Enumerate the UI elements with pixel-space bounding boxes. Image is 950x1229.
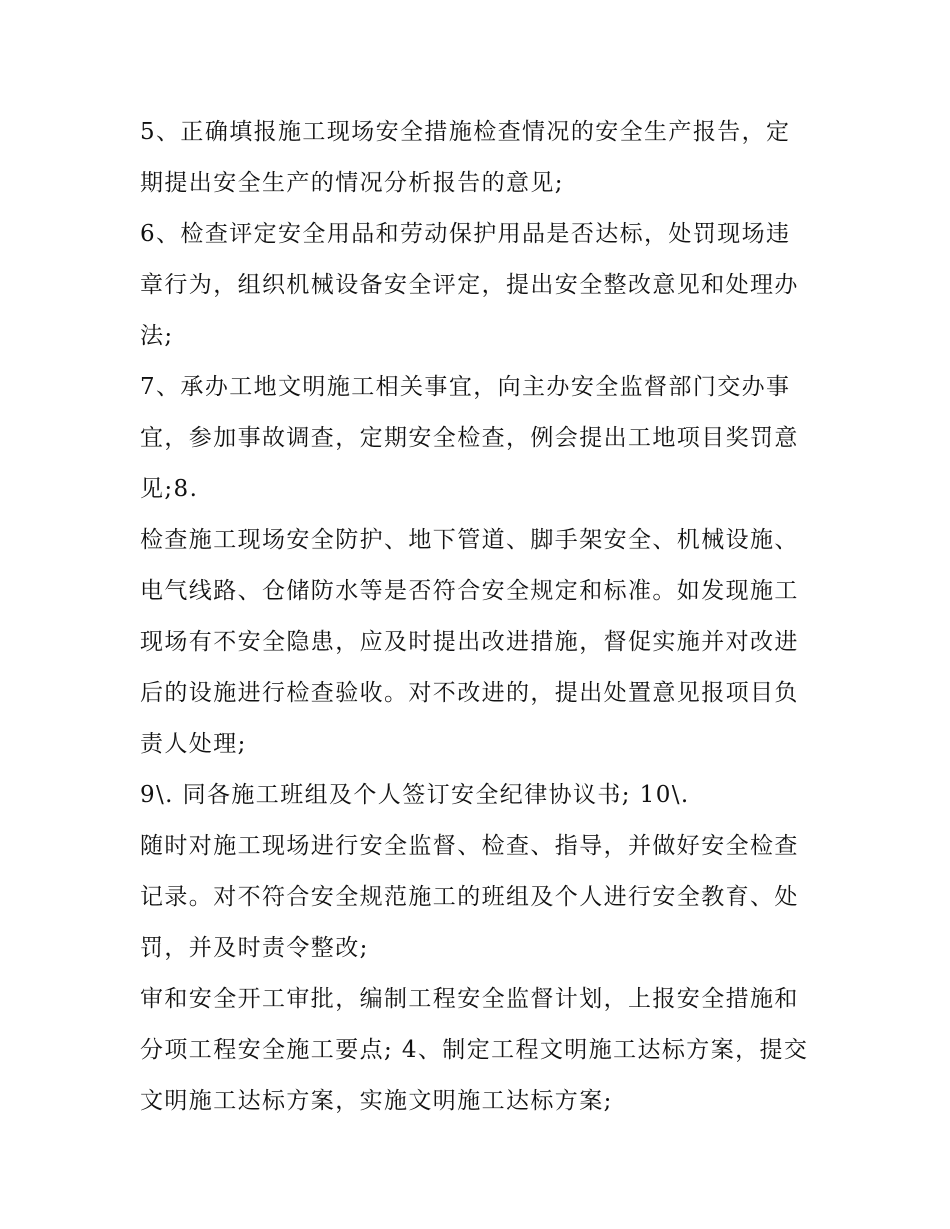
text-line: 5、正确填报施工现场安全措施检查情况的安全生产报告，定 [140, 119, 791, 145]
text-line: 期提出安全生产的情况分析报告的意见; [140, 170, 564, 196]
text-line: 责人处理; [140, 731, 247, 757]
text-line: 记录。对不符合安全规范施工的班组及个人进行安全教育、处 [140, 884, 799, 910]
text-line: 检查施工现场安全防护、地下管道、脚手架安全、机械设施、 [140, 527, 799, 553]
text-line: 电气线路、仓储防水等是否符合安全规定和标准。如发现施工 [140, 578, 799, 604]
text-line: 审和安全开工审批，编制工程安全监督计划，上报安全措施和 [140, 986, 799, 1012]
text-line: 法; [140, 323, 174, 349]
text-line: 6、检查评定安全用品和劳动保护用品是否达标，处罚现场违 [140, 221, 791, 247]
text-line: 章行为，组织机械设备安全评定，提出安全整改意见和处理办 [140, 272, 799, 298]
text-line: 见;8. [140, 476, 199, 502]
text-line: 文明施工达标方案，实施文明施工达标方案; [140, 1088, 613, 1114]
text-line: 7、承办工地文明施工相关事宜，向主办安全监督部门交办事 [140, 374, 791, 400]
text-line: 罚，并及时责令整改; [140, 935, 369, 961]
text-line: 随时对施工现场进行安全监督、检查、指导，并做好安全检查 [140, 833, 799, 859]
text-line: 9\. 同各施工班组及个人签订安全纪律协议书; 10\. [140, 782, 690, 808]
document-body [140, 107, 816, 1127]
text-line: 现场有不安全隐患，应及时提出改进措施，督促实施并对改进 [140, 629, 799, 655]
text-line: 后的设施进行检查验收。对不改进的，提出处置意见报项目负 [140, 680, 799, 706]
text-line: 宜，参加事故调查，定期安全检查，例会提出工地项目奖罚意 [140, 425, 799, 451]
text-line: 分项工程安全施工要点; 4、制定工程文明施工达标方案，提交 [140, 1037, 809, 1063]
